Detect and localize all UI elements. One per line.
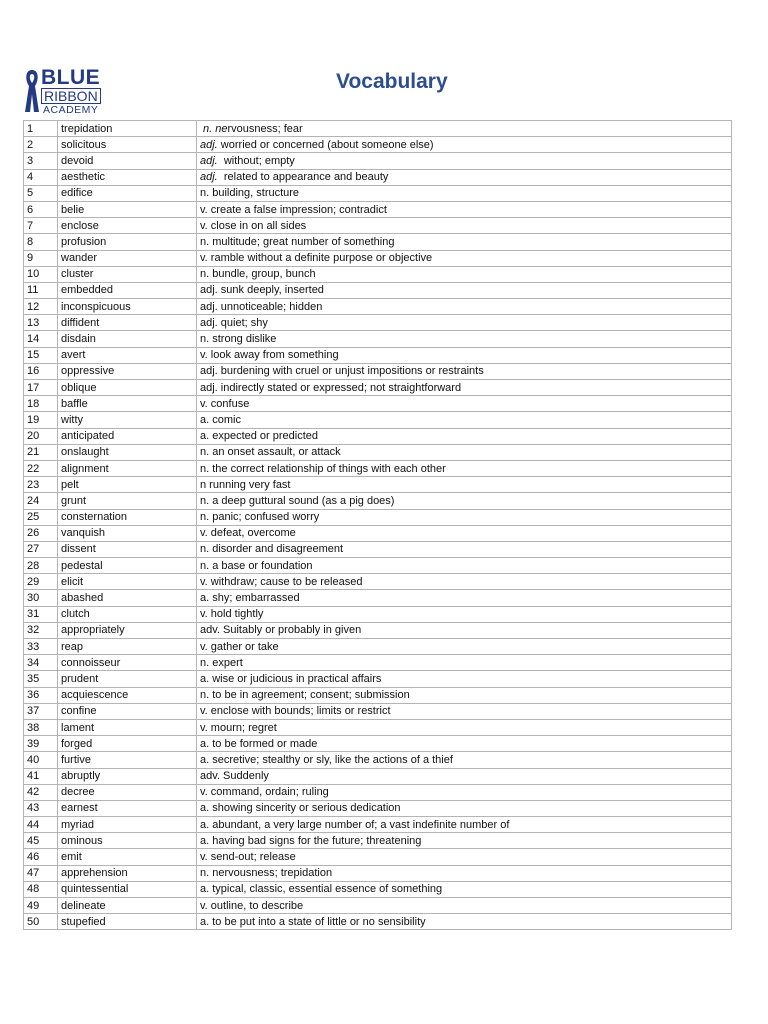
logo-line-3: ACADEMY (43, 104, 99, 116)
vocab-definition (197, 153, 732, 169)
vocab-word: solicitous (58, 137, 197, 153)
table-row (24, 898, 732, 914)
table-row (24, 849, 732, 865)
row-number: 33 (24, 639, 58, 655)
vocab-definition (197, 881, 732, 897)
row-number: 2 (24, 137, 58, 153)
row-number: 49 (24, 898, 58, 914)
row-number: 46 (24, 849, 58, 865)
table-row (24, 655, 732, 671)
vocab-word: inconspicuous (58, 299, 197, 315)
definition-text: adv. Suitably or probably in given (200, 624, 362, 637)
table-row (24, 639, 732, 655)
row-number: 19 (24, 412, 58, 428)
row-number: 38 (24, 719, 58, 735)
row-number: 44 (24, 817, 58, 833)
vocab-word: aesthetic (58, 169, 197, 185)
definition-text: adv. Suddenly (200, 770, 269, 783)
vocab-definition (197, 266, 732, 282)
table-row (24, 509, 732, 525)
table-row (24, 558, 732, 574)
row-number: 26 (24, 525, 58, 541)
vocab-word: alignment (58, 460, 197, 476)
vocab-word: apprehension (58, 865, 197, 881)
table-row (24, 121, 732, 137)
table-row (24, 282, 732, 298)
table-row (24, 185, 732, 201)
vocab-definition (197, 541, 732, 557)
vocab-definition (197, 655, 732, 671)
table-row (24, 719, 732, 735)
row-number: 50 (24, 914, 58, 930)
vocab-definition (197, 460, 732, 476)
row-number: 41 (24, 768, 58, 784)
row-number: 8 (24, 234, 58, 250)
vocab-word: belie (58, 201, 197, 217)
row-number: 28 (24, 558, 58, 574)
table-row (24, 865, 732, 881)
table-row (24, 250, 732, 266)
definition-text: v. create a false impression; contradict (200, 203, 387, 216)
vocab-definition (197, 703, 732, 719)
vocab-word: quintessential (58, 881, 197, 897)
row-number: 18 (24, 396, 58, 412)
definition-text: n. expert (200, 656, 243, 669)
table-row (24, 606, 732, 622)
row-number: 12 (24, 299, 58, 315)
row-number: 48 (24, 881, 58, 897)
vocab-definition (197, 477, 732, 493)
definition-text: a. having bad signs for the future; threatening (200, 834, 422, 847)
vocab-word: acquiescence (58, 687, 197, 703)
table-row (24, 574, 732, 590)
vocab-definition (197, 849, 732, 865)
row-number: 47 (24, 865, 58, 881)
table-row (24, 315, 732, 331)
table-row (24, 736, 732, 752)
part-of-speech: n. ne (203, 122, 228, 135)
table-row (24, 881, 732, 897)
table-row (24, 363, 732, 379)
row-number: 22 (24, 460, 58, 476)
definition-text: v. close in on all sides (200, 219, 307, 232)
table-row (24, 412, 732, 428)
row-number: 14 (24, 331, 58, 347)
table-row (24, 622, 732, 638)
table-row (24, 428, 732, 444)
vocab-word: diffident (58, 315, 197, 331)
definition-text: n. panic; confused worry (200, 511, 320, 524)
definition-text: v. hold tightly (200, 608, 264, 621)
definition-text: v. outline, to describe (200, 899, 304, 912)
definition-text: adj. indirectly stated or expressed; not straightforward (200, 381, 462, 394)
definition-text: v. gather or take (200, 640, 279, 653)
table-row (24, 493, 732, 509)
vocab-definition (197, 574, 732, 590)
vocab-definition (197, 121, 732, 137)
vocabulary-table (23, 120, 732, 930)
row-number: 20 (24, 428, 58, 444)
table-row (24, 396, 732, 412)
table-row (24, 137, 732, 153)
row-number: 27 (24, 541, 58, 557)
vocab-definition (197, 898, 732, 914)
definition-text: adj. unnoticeable; hidden (200, 300, 323, 313)
table-row (24, 169, 732, 185)
vocab-word: reap (58, 639, 197, 655)
vocab-definition (197, 201, 732, 217)
definition-text: n. a base or foundation (200, 559, 313, 572)
row-number: 10 (24, 266, 58, 282)
table-row (24, 380, 732, 396)
table-row (24, 687, 732, 703)
vocab-definition (197, 800, 732, 816)
vocab-definition (197, 250, 732, 266)
logo-line-2: RIBBON (41, 88, 101, 104)
table-row (24, 477, 732, 493)
table-row (24, 541, 732, 557)
row-number: 43 (24, 800, 58, 816)
row-number: 7 (24, 218, 58, 234)
definition-text: n. bundle, group, bunch (200, 268, 316, 281)
definition-text: v. enclose with bounds; limits or restrict (200, 705, 391, 718)
vocab-word: forged (58, 736, 197, 752)
blue-ribbon-academy-logo (24, 68, 104, 118)
vocab-word: stupefied (58, 914, 197, 930)
vocab-definition (197, 719, 732, 735)
row-number: 3 (24, 153, 58, 169)
vocab-definition (197, 622, 732, 638)
definition-text: a. expected or predicted (200, 430, 319, 443)
vocab-word: wander (58, 250, 197, 266)
vocab-definition (197, 299, 732, 315)
table-row (24, 266, 732, 282)
definition-text: n. a deep guttural sound (as a pig does) (200, 494, 395, 507)
vocab-definition (197, 493, 732, 509)
row-number: 35 (24, 671, 58, 687)
vocab-word: edifice (58, 185, 197, 201)
row-number: 6 (24, 201, 58, 217)
vocab-definition (197, 396, 732, 412)
table-row (24, 590, 732, 606)
vocab-word: earnest (58, 800, 197, 816)
table-row (24, 800, 732, 816)
vocab-definition (197, 331, 732, 347)
row-number: 24 (24, 493, 58, 509)
definition-text: a. typical, classic, essential essence of something (200, 883, 443, 896)
part-of-speech: adj. (200, 154, 218, 167)
table-row (24, 768, 732, 784)
table-row (24, 153, 732, 169)
row-number: 15 (24, 347, 58, 363)
vocab-definition (197, 234, 732, 250)
vocab-definition (197, 784, 732, 800)
vocab-word: emit (58, 849, 197, 865)
definition-text: n. to be in agreement; consent; submission (200, 689, 410, 702)
vocab-word: pelt (58, 477, 197, 493)
definition-text: n. strong dislike (200, 333, 277, 346)
definition-text: a. abundant, a very large number of; a vast indefinite number of (200, 818, 510, 831)
row-number: 17 (24, 380, 58, 396)
definition-text: n. disorder and disagreement (200, 543, 344, 556)
vocab-word: pedestal (58, 558, 197, 574)
row-number: 1 (24, 121, 58, 137)
row-number: 4 (24, 169, 58, 185)
definition-text: a. secretive; stealthy or sly, like the actions of a thief (200, 753, 453, 766)
vocab-word: cluster (58, 266, 197, 282)
definition-text: rvousness; fear (227, 122, 303, 135)
vocab-definition (197, 687, 732, 703)
definition-text: v. command, ordain; ruling (200, 786, 329, 799)
vocab-word: anticipated (58, 428, 197, 444)
definition-text: a. to be formed or made (200, 737, 318, 750)
vocab-word: onslaught (58, 444, 197, 460)
row-number: 31 (24, 606, 58, 622)
row-number: 37 (24, 703, 58, 719)
vocab-word: connoisseur (58, 655, 197, 671)
vocab-definition (197, 218, 732, 234)
vocab-word: dissent (58, 541, 197, 557)
row-number: 25 (24, 509, 58, 525)
page-title: Vocabulary (336, 70, 448, 93)
table-row (24, 347, 732, 363)
vocab-word: appropriately (58, 622, 197, 638)
vocab-definition (197, 914, 732, 930)
row-number: 29 (24, 574, 58, 590)
row-number: 36 (24, 687, 58, 703)
definition-text: a. showing sincerity or serious dedication (200, 802, 401, 815)
vocab-word: witty (58, 412, 197, 428)
table-row (24, 331, 732, 347)
table-row (24, 784, 732, 800)
vocab-word: prudent (58, 671, 197, 687)
definition-text: a. shy; embarrassed (200, 592, 300, 605)
table-row (24, 444, 732, 460)
definition-text: a. wise or judicious in practical affairs (200, 672, 382, 685)
row-number: 23 (24, 477, 58, 493)
row-number: 11 (24, 282, 58, 298)
row-number: 21 (24, 444, 58, 460)
vocab-word: decree (58, 784, 197, 800)
ribbon-icon (24, 68, 40, 114)
vocab-definition (197, 282, 732, 298)
row-number: 30 (24, 590, 58, 606)
vocab-definition (197, 137, 732, 153)
vocab-word: myriad (58, 817, 197, 833)
vocab-word: furtive (58, 752, 197, 768)
vocab-definition (197, 412, 732, 428)
vocab-definition (197, 671, 732, 687)
vocab-definition (197, 752, 732, 768)
vocab-definition (197, 833, 732, 849)
logo-line-1: BLUE (41, 66, 101, 89)
definition-text: a. to be put into a state of little or no sensibility (200, 915, 426, 928)
table-row (24, 833, 732, 849)
definition-text: v. withdraw; cause to be released (200, 575, 363, 588)
definition-text: related to appearance and beauty (217, 171, 389, 184)
row-number: 32 (24, 622, 58, 638)
row-number: 42 (24, 784, 58, 800)
table-row (24, 218, 732, 234)
vocab-definition (197, 380, 732, 396)
definition-text: v. send-out; release (200, 851, 296, 864)
table-row (24, 752, 732, 768)
vocab-word: lament (58, 719, 197, 735)
vocab-word: consternation (58, 509, 197, 525)
vocab-definition (197, 315, 732, 331)
definition-text: n. nervousness; trepidation (200, 867, 333, 880)
definition-text: v. look away from something (200, 349, 339, 362)
vocab-definition (197, 428, 732, 444)
definition-text: n. multitude; great number of something (200, 235, 395, 248)
table-row (24, 299, 732, 315)
table-row (24, 201, 732, 217)
definition-text: v. confuse (200, 397, 250, 410)
definition-text: adj. sunk deeply, inserted (200, 284, 324, 297)
vocab-definition (197, 169, 732, 185)
vocab-word: elicit (58, 574, 197, 590)
vocab-word: avert (58, 347, 197, 363)
definition-text: v. defeat, overcome (200, 527, 296, 540)
vocab-word: ominous (58, 833, 197, 849)
vocabulary-table-body (24, 121, 732, 930)
table-row (24, 671, 732, 687)
vocab-definition (197, 768, 732, 784)
definition-text: v. mourn; regret (200, 721, 277, 734)
row-number: 45 (24, 833, 58, 849)
vocab-definition (197, 509, 732, 525)
vocab-word: confine (58, 703, 197, 719)
table-row (24, 525, 732, 541)
table-row (24, 460, 732, 476)
vocab-word: grunt (58, 493, 197, 509)
vocab-definition (197, 558, 732, 574)
vocab-word: enclose (58, 218, 197, 234)
vocab-word: devoid (58, 153, 197, 169)
table-row (24, 234, 732, 250)
row-number: 13 (24, 315, 58, 331)
vocab-word: profusion (58, 234, 197, 250)
row-number: 9 (24, 250, 58, 266)
vocab-definition (197, 185, 732, 201)
vocab-word: abashed (58, 590, 197, 606)
table-row (24, 703, 732, 719)
vocab-definition (197, 444, 732, 460)
definition-text: n running very fast (200, 478, 291, 491)
definition-text: n. the correct relationship of things with each other (200, 462, 446, 475)
vocab-word: abruptly (58, 768, 197, 784)
vocab-word: embedded (58, 282, 197, 298)
vocab-word: baffle (58, 396, 197, 412)
definition-text: n. an onset assault, or attack (200, 446, 341, 459)
row-number: 16 (24, 363, 58, 379)
vocab-definition (197, 363, 732, 379)
vocab-definition (197, 590, 732, 606)
definition-text: a. comic (200, 413, 241, 426)
definition-text: adj. burdening with cruel or unjust impositions or restraints (200, 365, 484, 378)
vocab-definition (197, 736, 732, 752)
vocab-definition (197, 865, 732, 881)
vocab-definition (197, 606, 732, 622)
definition-text: v. ramble without a definite purpose or objective (200, 252, 433, 265)
definition-text: worried or concerned (about someone else) (217, 138, 434, 151)
vocab-word: oblique (58, 380, 197, 396)
vocab-word: delineate (58, 898, 197, 914)
vocab-definition (197, 347, 732, 363)
vocab-word: oppressive (58, 363, 197, 379)
row-number: 40 (24, 752, 58, 768)
part-of-speech: adj. (200, 138, 218, 151)
vocab-word: trepidation (58, 121, 197, 137)
vocab-word: disdain (58, 331, 197, 347)
row-number: 34 (24, 655, 58, 671)
table-row (24, 817, 732, 833)
vocab-definition (197, 525, 732, 541)
definition-text: n. building, structure (200, 187, 300, 200)
definition-text: adj. quiet; shy (200, 316, 268, 329)
vocab-definition (197, 817, 732, 833)
row-number: 39 (24, 736, 58, 752)
vocab-word: clutch (58, 606, 197, 622)
definition-text: without; empty (217, 154, 295, 167)
vocab-word: vanquish (58, 525, 197, 541)
part-of-speech: adj. (200, 171, 218, 184)
row-number: 5 (24, 185, 58, 201)
table-row (24, 914, 732, 930)
vocab-definition (197, 639, 732, 655)
